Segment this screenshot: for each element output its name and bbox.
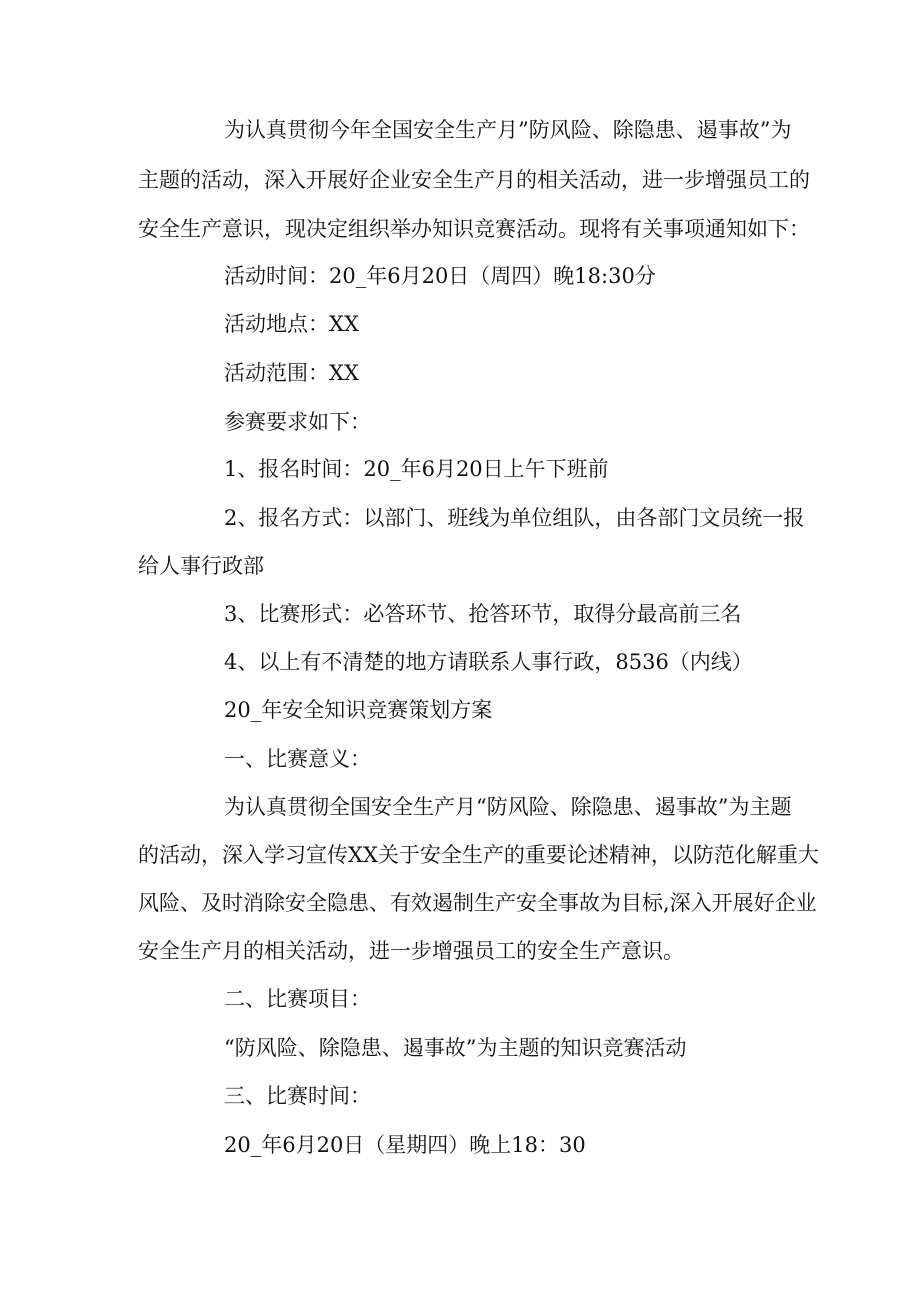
section-1-line-4: 安全生产月的相关活动，进一步增强员工的安全生产意识。: [138, 939, 684, 963]
section-3-heading: 三、比赛时间：: [224, 1084, 371, 1108]
intro-line-1: 为认真贯彻今年全国安全生产月”防风险、除隐患、遏事故”为: [224, 118, 792, 142]
requirement-1: 1、报名时间：20_年6月20日上午下班前: [224, 457, 609, 481]
section-2-content: “防风险、除隐患、遏事故”为主题的知识竞赛活动: [224, 1036, 687, 1060]
activity-scope: 活动范围：XX: [224, 361, 359, 385]
section-1-line-1: 为认真贯彻全国安全生产月“防风险、除隐患、遏事故”为主题: [224, 795, 792, 819]
section-1-line-2: 的活动，深入学习宣传XX关于安全生产的重要论述精神，以防范化解重大: [138, 843, 819, 867]
plan-title: 20_年安全知识竞赛策划方案: [224, 698, 493, 722]
section-1-heading: 一、比赛意义：: [224, 747, 371, 771]
section-1-line-3: 风险、及时消除安全隐患、有效遏制生产安全事故为目标,深入开展好企业: [138, 891, 817, 915]
requirements-heading: 参赛要求如下：: [224, 410, 371, 434]
requirement-2-line-2: 给人事行政部: [138, 554, 264, 578]
requirement-2-line-1: 2、报名方式：以部门、班线为单位组队，由各部门文员统一报: [224, 506, 805, 530]
section-3-content: 20_年6月20日（星期四）晚上18：30: [224, 1133, 586, 1157]
section-2-heading: 二、比赛项目：: [224, 987, 371, 1011]
requirement-3: 3、比赛形式：必答环节、抢答环节，取得分最高前三名: [224, 602, 742, 626]
intro-line-2: 主题的活动，深入开展好企业安全生产月的相关活动，进一步增强员工的: [138, 168, 810, 192]
requirement-4: 4、以上有不清楚的地方请联系人事行政，8536（内线）: [224, 650, 753, 674]
activity-place: 活动地点：XX: [224, 312, 359, 336]
activity-time: 活动时间：20_年6月20日（周四）晚18:30分: [224, 264, 656, 288]
intro-line-3: 安全生产意识，现决定组织举办知识竞赛活动。现将有关事项通知如下：: [138, 217, 810, 241]
